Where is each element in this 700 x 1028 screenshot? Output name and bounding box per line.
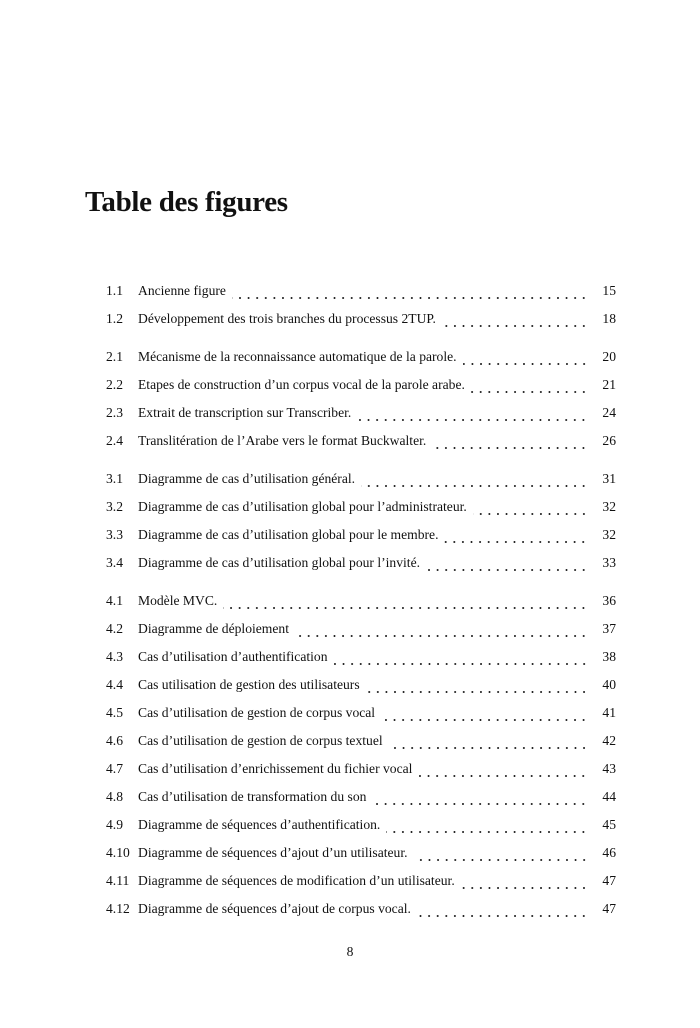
page-number: 8 (346, 944, 354, 959)
figure-number: 2.2 (106, 377, 123, 392)
figure-number: 3.1 (106, 471, 123, 486)
figure-page: 24 (602, 405, 616, 420)
figure-entry[interactable] (106, 898, 616, 926)
figure-entry[interactable] (106, 842, 616, 870)
figure-caption: Diagramme de cas d’utilisation général. (138, 471, 356, 486)
figure-page: 21 (602, 377, 616, 392)
dot-leader (418, 772, 588, 780)
figure-group (106, 468, 616, 580)
figure-number: 3.2 (106, 499, 123, 514)
figure-entry[interactable] (106, 814, 616, 842)
dot-leader (389, 744, 588, 752)
figure-caption: Diagramme de séquences d’ajout d’un utilisateur. (138, 845, 408, 860)
figure-entry[interactable] (106, 308, 616, 336)
figure-number: 4.5 (106, 705, 123, 720)
figure-caption: Diagramme de séquences d’ajout de corpus vocal. (138, 901, 411, 916)
figure-caption: Cas d’utilisation de transformation du son (138, 789, 367, 804)
dot-leader (461, 884, 588, 892)
figure-number: 4.7 (106, 761, 123, 776)
figure-group (106, 590, 616, 926)
figure-page: 33 (602, 555, 616, 570)
figure-caption: Diagramme de cas d’utilisation global pour le membre. (138, 527, 439, 542)
dot-leader (372, 800, 588, 808)
figure-page: 41 (602, 705, 616, 720)
figure-number: 1.2 (106, 311, 123, 326)
dot-leader (426, 566, 588, 574)
figure-page: 32 (602, 527, 616, 542)
figure-caption: Cas d’utilisation de gestion de corpus vocal (138, 705, 376, 720)
figure-entry[interactable] (106, 430, 616, 458)
figure-entry[interactable] (106, 590, 616, 618)
dot-leader (432, 444, 588, 452)
figure-caption: Diagramme de déploiement (138, 621, 289, 636)
figure-entry[interactable] (106, 374, 616, 402)
figure-entry[interactable] (106, 758, 616, 786)
figure-number: 4.10 (106, 845, 130, 860)
figure-number: 4.3 (106, 649, 123, 664)
figure-entry[interactable] (106, 618, 616, 646)
figure-number: 4.1 (106, 593, 123, 608)
dot-leader (357, 416, 588, 424)
figure-caption: Diagramme de cas d’utilisation global pour l’administrateur. (138, 499, 467, 514)
figure-number: 4.12 (106, 901, 130, 916)
figure-page: 45 (602, 817, 616, 832)
figure-page: 15 (602, 283, 616, 298)
dot-leader (386, 828, 588, 836)
figure-number: 3.3 (106, 527, 123, 542)
dot-leader (444, 538, 588, 546)
dot-leader (381, 716, 588, 724)
figure-entry[interactable] (106, 702, 616, 730)
dot-leader (417, 912, 588, 920)
figure-caption: Diagramme de séquences de modification d’un utilisateur. (138, 873, 455, 888)
figure-caption: Modèle MVC. (138, 593, 218, 608)
figure-caption: Extrait de transcription sur Transcriber. (138, 405, 352, 420)
figure-entry[interactable] (106, 674, 616, 702)
figure-entry[interactable] (106, 346, 616, 374)
figure-page: 42 (602, 733, 616, 748)
figure-entry[interactable] (106, 870, 616, 898)
page-title: Table des figures (85, 186, 288, 218)
figure-caption: Etapes de construction d’un corpus vocal de la parole arabe. (138, 377, 465, 392)
figure-number: 4.4 (106, 677, 123, 692)
dot-leader (463, 360, 588, 368)
dot-leader (232, 294, 588, 302)
figure-entry[interactable] (106, 468, 616, 496)
figure-entry[interactable] (106, 786, 616, 814)
figure-group (106, 346, 616, 458)
figure-number: 2.3 (106, 405, 123, 420)
figure-number: 3.4 (106, 555, 123, 570)
figure-page: 43 (602, 761, 616, 776)
figure-entry[interactable] (106, 552, 616, 580)
figure-number: 2.1 (106, 349, 123, 364)
figure-caption: Diagramme de séquences d’authentification. (138, 817, 381, 832)
dot-leader (471, 388, 588, 396)
figure-page: 38 (602, 649, 616, 664)
figure-page: 18 (602, 311, 616, 326)
figure-caption: Cas d’utilisation d’authentification (138, 649, 328, 664)
figure-entry[interactable] (106, 646, 616, 674)
figure-caption: Translitération de l’Arabe vers le format Buckwalter. (138, 433, 427, 448)
figure-page: 44 (602, 789, 616, 804)
figure-number: 1.1 (106, 283, 123, 298)
figure-caption: Diagramme de cas d’utilisation global pour l’invité. (138, 555, 420, 570)
figure-page: 32 (602, 499, 616, 514)
figure-caption: Cas d’utilisation de gestion de corpus textuel (138, 733, 383, 748)
figure-page: 47 (602, 901, 616, 916)
figure-caption: Ancienne figure (138, 283, 226, 298)
figure-page: 36 (602, 593, 616, 608)
dot-leader (361, 482, 588, 490)
figure-entry[interactable] (106, 402, 616, 430)
figure-caption: Cas utilisation de gestion des utilisateurs (138, 677, 360, 692)
figure-number: 2.4 (106, 433, 123, 448)
figure-page: 37 (602, 621, 616, 636)
dot-leader (366, 688, 588, 696)
figure-caption: Mécanisme de la reconnaissance automatique de la parole. (138, 349, 457, 364)
figure-page: 31 (602, 471, 616, 486)
figure-page: 46 (602, 845, 616, 860)
figure-number: 4.6 (106, 733, 123, 748)
figure-number: 4.9 (106, 817, 123, 832)
figure-page: 40 (602, 677, 616, 692)
dot-leader (442, 322, 588, 330)
dot-leader (295, 632, 588, 640)
dot-leader (334, 660, 588, 668)
figure-entry[interactable] (106, 730, 616, 758)
list-of-figures (106, 280, 616, 936)
figure-number: 4.11 (106, 873, 130, 888)
dot-leader (473, 510, 588, 518)
figure-caption: Cas d’utilisation d’enrichissement du fichier vocal (138, 761, 413, 776)
figure-page: 20 (602, 349, 616, 364)
figure-page: 47 (602, 873, 616, 888)
figure-entry[interactable] (106, 524, 616, 552)
figure-caption: Développement des trois branches du processus 2TUP. (138, 311, 436, 326)
figure-page: 26 (602, 433, 616, 448)
figure-entry[interactable] (106, 280, 616, 308)
dot-leader (414, 856, 588, 864)
dot-leader (223, 604, 588, 612)
figure-entry[interactable] (106, 496, 616, 524)
figure-group (106, 280, 616, 336)
figure-number: 4.2 (106, 621, 123, 636)
figure-number: 4.8 (106, 789, 123, 804)
